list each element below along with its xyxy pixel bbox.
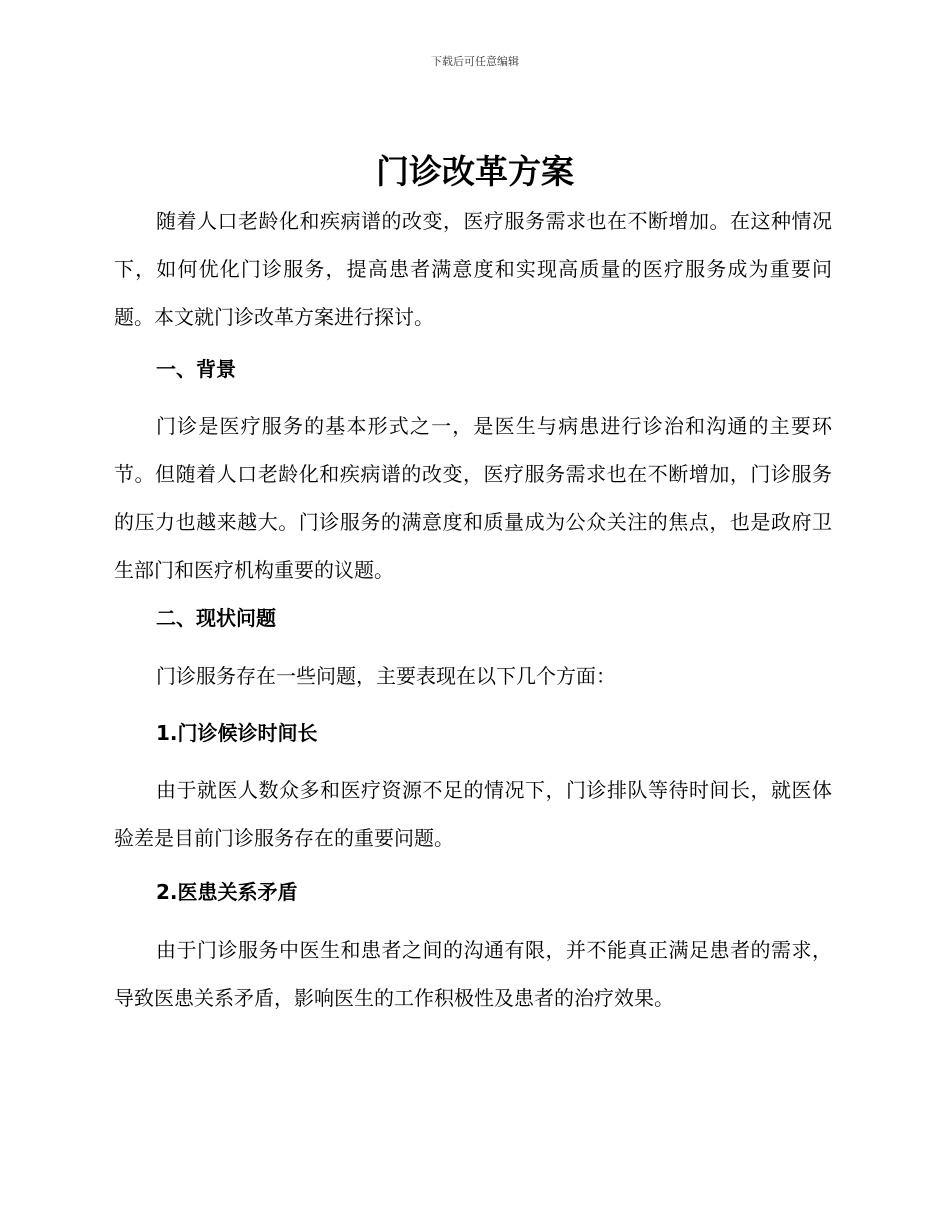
document-title: 门诊改革方案	[376, 152, 574, 191]
section-heading-background: 一、背景	[156, 357, 236, 381]
subsection-heading-doctor-patient: 2.医患关系矛盾	[156, 880, 298, 904]
waiting-time-paragraph: 由于就医人数众多和医疗资源不足的情况下，门诊排队等待时间长，就医体验差是目前门诊服务存在的重要问题。	[114, 778, 832, 850]
doctor-patient-paragraph: 由于门诊服务中医生和患者之间的沟通有限，并不能真正满足患者的需求，导致医患关系矛盾，影响医生的工作积极性及患者的治疗效果。	[114, 938, 832, 1010]
background-paragraph: 门诊是医疗服务的基本形式之一，是医生与病患进行诊治和沟通的主要环节。但随着人口老龄化和疾病谱的改变，医疗服务需求也在不断增加，门诊服务的压力也越来越大。门诊服务的满意度和质量成为公众关注的焦点，也是政府卫生部门和医疗机构重要的议题。	[114, 414, 832, 582]
intro-paragraph: 随着人口老龄化和疾病谱的改变，医疗服务需求也在不断增加。在这种情况下，如何优化门诊服务，提高患者满意度和实现高质量的医疗服务成为重要问题。本文就门诊改革方案进行探讨。	[114, 209, 832, 329]
header-note: 下载后可任意编辑	[431, 55, 519, 68]
subsection-heading-waiting-time: 1.门诊候诊时间长	[156, 721, 318, 745]
section-heading-current-issues: 二、现状问题	[156, 606, 276, 630]
current-issues-intro-paragraph: 门诊服务存在一些问题，主要表现在以下几个方面：	[156, 664, 616, 688]
